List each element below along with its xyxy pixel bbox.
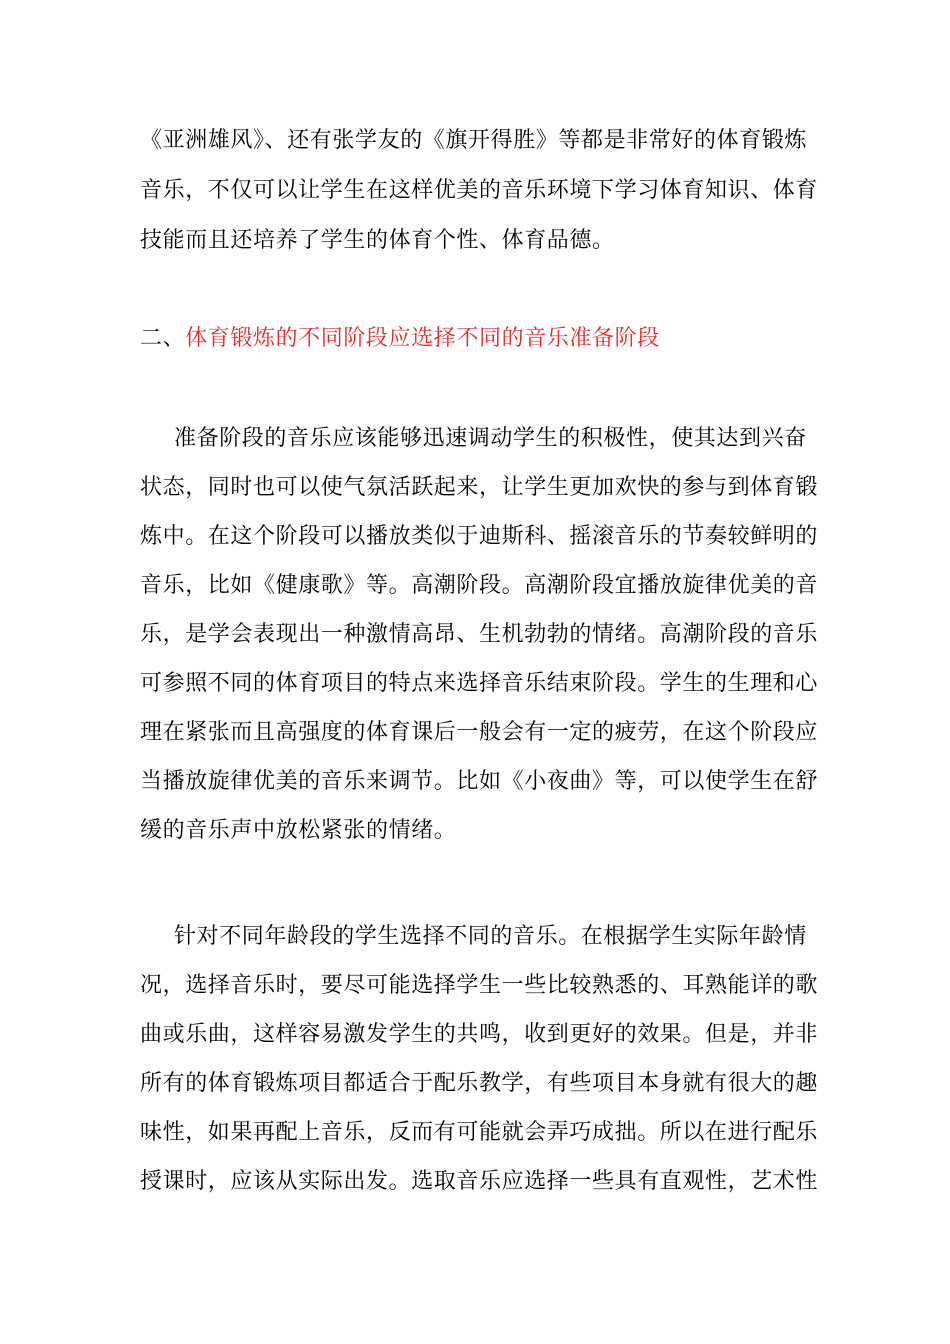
paragraph2-line-9: 缓的音乐声中放松紧张的情绪。 [140,818,457,843]
paragraph2-line-8: 当播放旋律优美的音乐来调节。比如《小夜曲》等，可以使学生在舒 [140,769,819,794]
section-heading [140,324,660,354]
paragraph3-line-4: 所有的体育锻炼项目都适合于配乐教学，有些项目本身就有很大的趣 [140,1071,819,1096]
section-heading-text: 体育锻炼的不同阶段应选择不同的音乐准备阶段 [185,326,660,351]
paragraph2-line-7: 理在紧张而且高强度的体育课后一般会有一定的疲劳，在这个阶段应 [140,720,819,745]
paragraph2-line-1: 准备阶段的音乐应该能够迅速调动学生的积极性，使其达到兴奋 [174,426,807,451]
paragraph2-line-5: 乐，是学会表现出一种激情高昂、生机勃勃的情绪。高潮阶段的音乐 [140,622,819,647]
paragraph3-line-2: 况，选择音乐时，要尽可能选择学生一些比较熟悉的、耳熟能详的歌 [140,973,819,998]
paragraph3-line-3: 曲或乐曲，这样容易激发学生的共鸣，收到更好的效果。但是，并非 [140,1022,819,1047]
paragraph3-line-5: 味性，如果再配上音乐，反而有可能就会弄巧成拙。所以在进行配乐 [140,1120,819,1145]
paragraph3-line-1: 针对不同年龄段的学生选择不同的音乐。在根据学生实际年龄情 [174,924,807,949]
paragraph2-line-3: 炼中。在这个阶段可以播放类似于迪斯科、摇滚音乐的节奏较鲜明的 [140,524,819,549]
paragraph3-line-6: 授课时，应该从实际出发。选取音乐应选择一些具有直观性，艺术性 [140,1169,819,1194]
paragraph2-line-4: 音乐，比如《健康歌》等。高潮阶段。高潮阶段宜播放旋律优美的音 [140,573,819,598]
paragraph1-line-3: 技能而且还培养了学生的体育个性、体育品德。 [140,228,615,253]
paragraph1-line-1: 《亚洲雄风》、还有张学友的《旗开得胜》等都是非常好的体育锻炼 [140,128,808,153]
paragraph2-line-6: 可参照不同的体育项目的特点来选择音乐结束阶段。学生的生理和心 [140,671,819,696]
section-heading-number: 二、 [140,326,186,351]
paragraph1-line-2: 音乐，不仅可以让学生在这样优美的音乐环境下学习体育知识、体育 [140,178,819,203]
paragraph2-line-2: 状态，同时也可以使气氛活跃起来，让学生更加欢快的参与到体育锻 [140,475,819,500]
